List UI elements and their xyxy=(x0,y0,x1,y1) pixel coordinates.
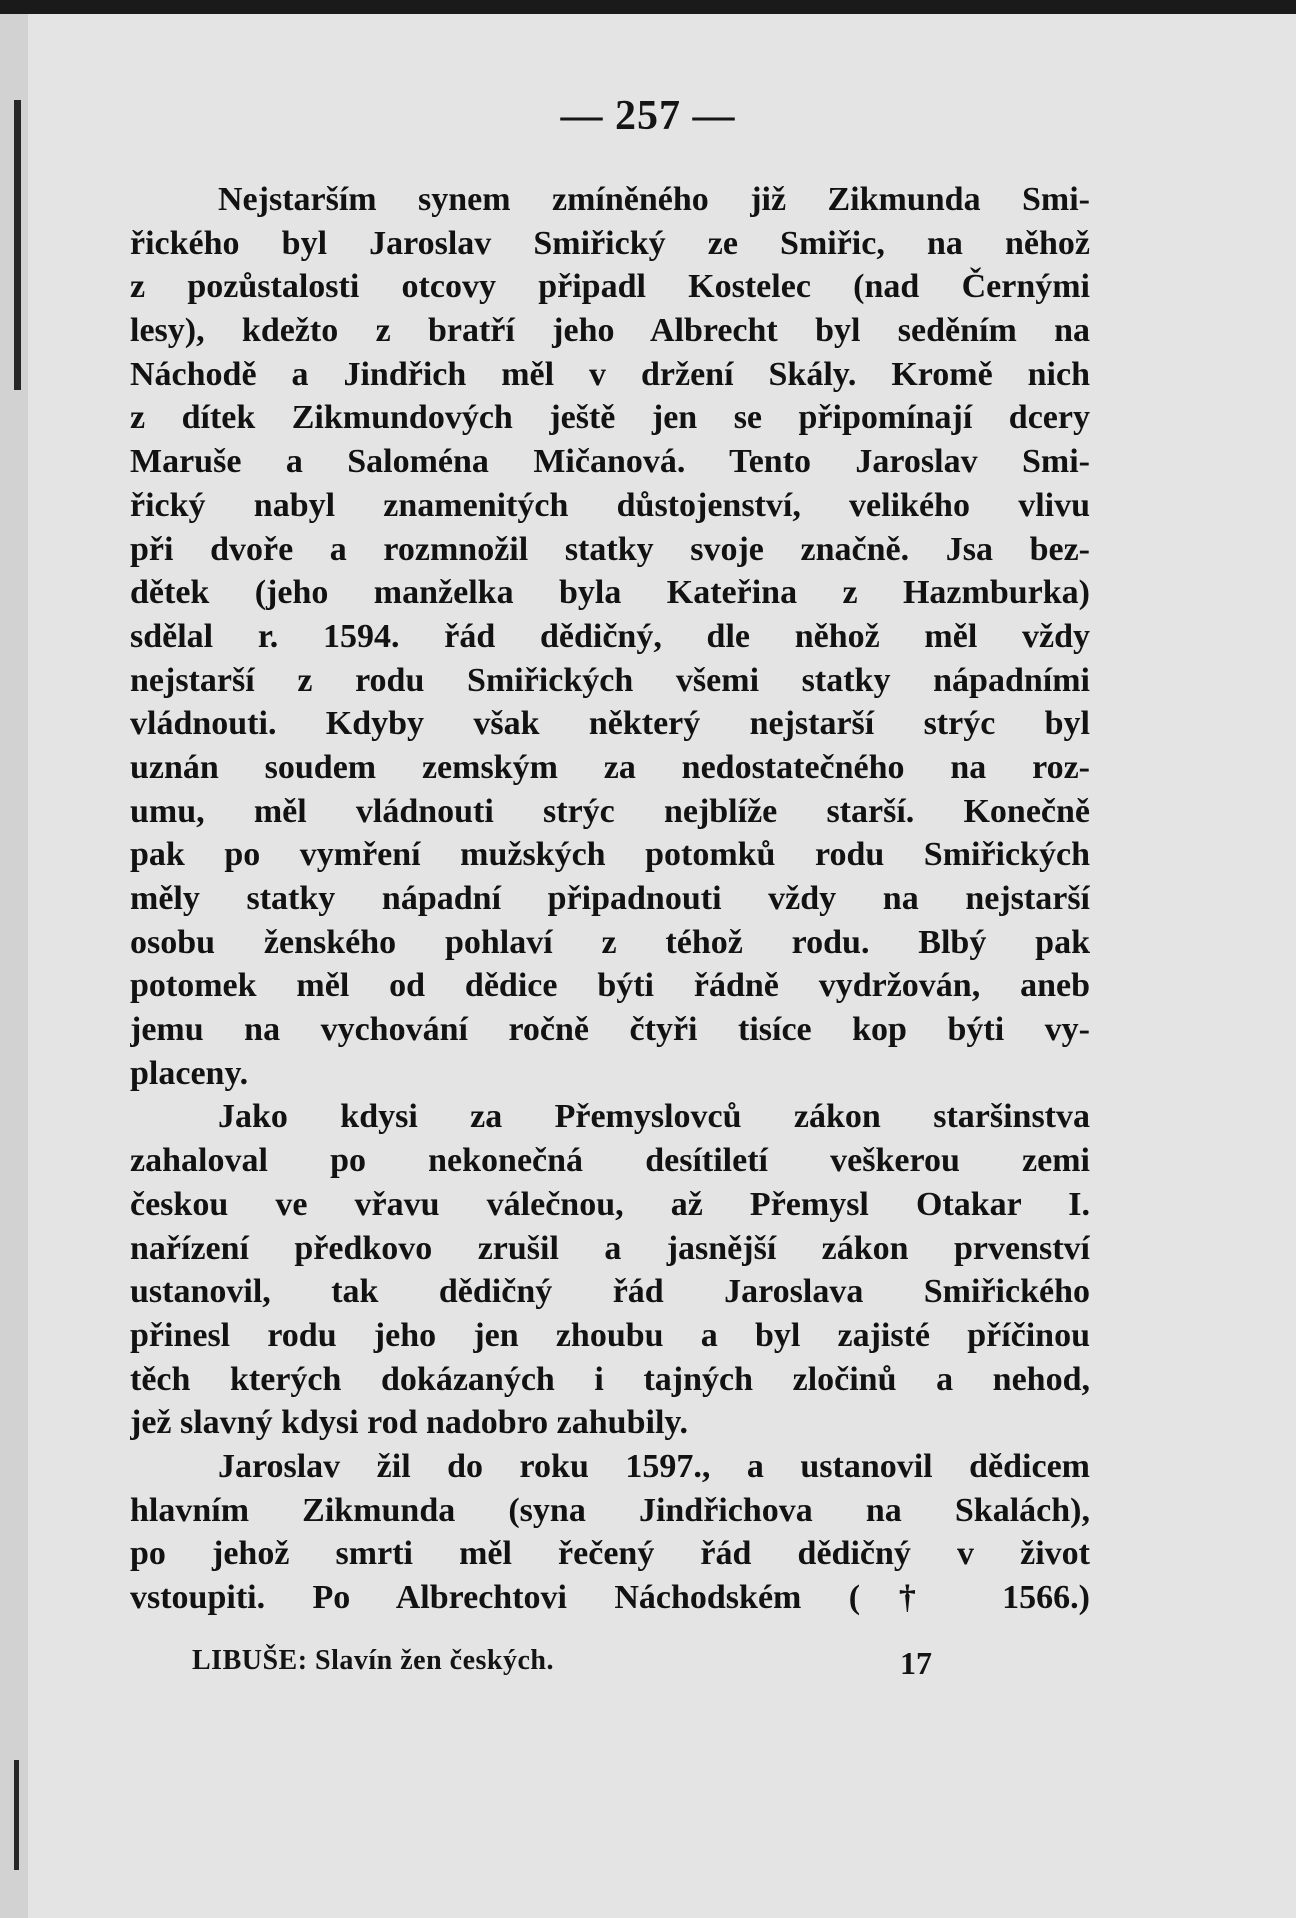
binding-shadow-lower xyxy=(14,1760,19,1870)
text-line: dětek (jeho manželka byla Kateřina z Hazmburka) xyxy=(130,574,1090,612)
text-line: při dvoře a rozmnožil statky svoje značně. Jsa bez- xyxy=(130,530,1090,568)
text-line: z pozůstalosti otcovy připadl Kostelec (nad Černými xyxy=(130,268,1090,306)
text-line: zahaloval po nekonečná desítiletí veškerou zemi xyxy=(130,1142,1090,1180)
text-line: Jako kdysi za Přemyslovců zákon staršinstva xyxy=(218,1098,1090,1136)
text-line: placeny. xyxy=(130,1054,249,1092)
text-line: pak po vymření mužských potomků rodu Smiřických xyxy=(130,836,1090,874)
text-line: po jehož smrti měl řečený řád dědičný v život xyxy=(130,1535,1090,1573)
text-line: těch kterých dokázaných i tajných zločinů a nehod, xyxy=(130,1360,1090,1398)
text-line: měly statky nápadní připadnouti vždy na nejstarší xyxy=(130,880,1090,917)
text-line: osobu ženského pohlaví z téhož rodu. Blbý pak xyxy=(130,923,1090,961)
text-line: potomek měl od dědice býti řádně vydržován, aneb xyxy=(130,967,1090,1005)
scan-top-border xyxy=(0,0,1296,14)
text-line: řický nabyl znamenitých důstojenství, velikého vlivu xyxy=(130,486,1090,524)
page-number: — 257 — xyxy=(560,93,736,139)
text-line: Náchodě a Jindřich měl v držení Skály. Kromě nich xyxy=(130,355,1090,393)
text-line: vstoupiti. Po Albrechtovi Náchodském († 1566.) xyxy=(130,1579,1090,1616)
body-text xyxy=(130,178,1090,1620)
footer-signature: LIBUŠE: Slavín žen českých. xyxy=(192,1645,554,1676)
text-line: Maruše a Saloména Mičanová. Tento Jaroslav Smi- xyxy=(130,443,1090,481)
sheet-number: 17 xyxy=(900,1645,932,1681)
binding-shadow xyxy=(14,100,21,390)
text-line: hlavním Zikmunda (syna Jindřichova na Skalách), xyxy=(130,1491,1090,1529)
text-line: jež slavný kdysi rod nadobro zahubily. xyxy=(130,1404,689,1442)
text-line: řického byl Jaroslav Smiřický ze Smiřic, na něhož xyxy=(130,224,1090,262)
text-line: sdělal r. 1594. řád dědičný, dle něhož měl vždy xyxy=(130,617,1090,655)
text-line: uznán soudem zemským za nedostatečného na roz- xyxy=(130,748,1090,786)
text-line: nařízení předkovo zrušil a jasnější zákon prvenství xyxy=(130,1229,1090,1267)
text-line: z dítek Zikmundových ještě jen se připomínají dcery xyxy=(130,399,1090,437)
text-line: českou ve vřavu válečnou, až Přemysl Otakar I. xyxy=(130,1185,1090,1223)
text-line: nejstarší z rodu Smiřických všemi statky nápadními xyxy=(130,661,1090,699)
text-line: umu, měl vládnouti strýc nejblíže starší. Konečně xyxy=(130,792,1090,830)
text-line: Nejstarším synem zmíněného již Zikmunda Smi- xyxy=(218,181,1090,218)
text-line: lesy), kdežto z bratří jeho Albrecht byl seděním na xyxy=(130,312,1090,350)
text-line: Jaroslav žil do roku 1597., a ustanovil dědicem xyxy=(218,1447,1090,1485)
text-line: přinesl rodu jeho jen zhoubu a byl zajisté příčinou xyxy=(130,1316,1090,1354)
text-line: vládnouti. Kdyby však některý nejstarší strýc byl xyxy=(130,705,1090,743)
text-line: jemu na vychování ročně čtyři tisíce kop býti vy- xyxy=(130,1011,1090,1049)
text-line: ustanovil, tak dědičný řád Jaroslava Smiřického xyxy=(130,1273,1090,1311)
